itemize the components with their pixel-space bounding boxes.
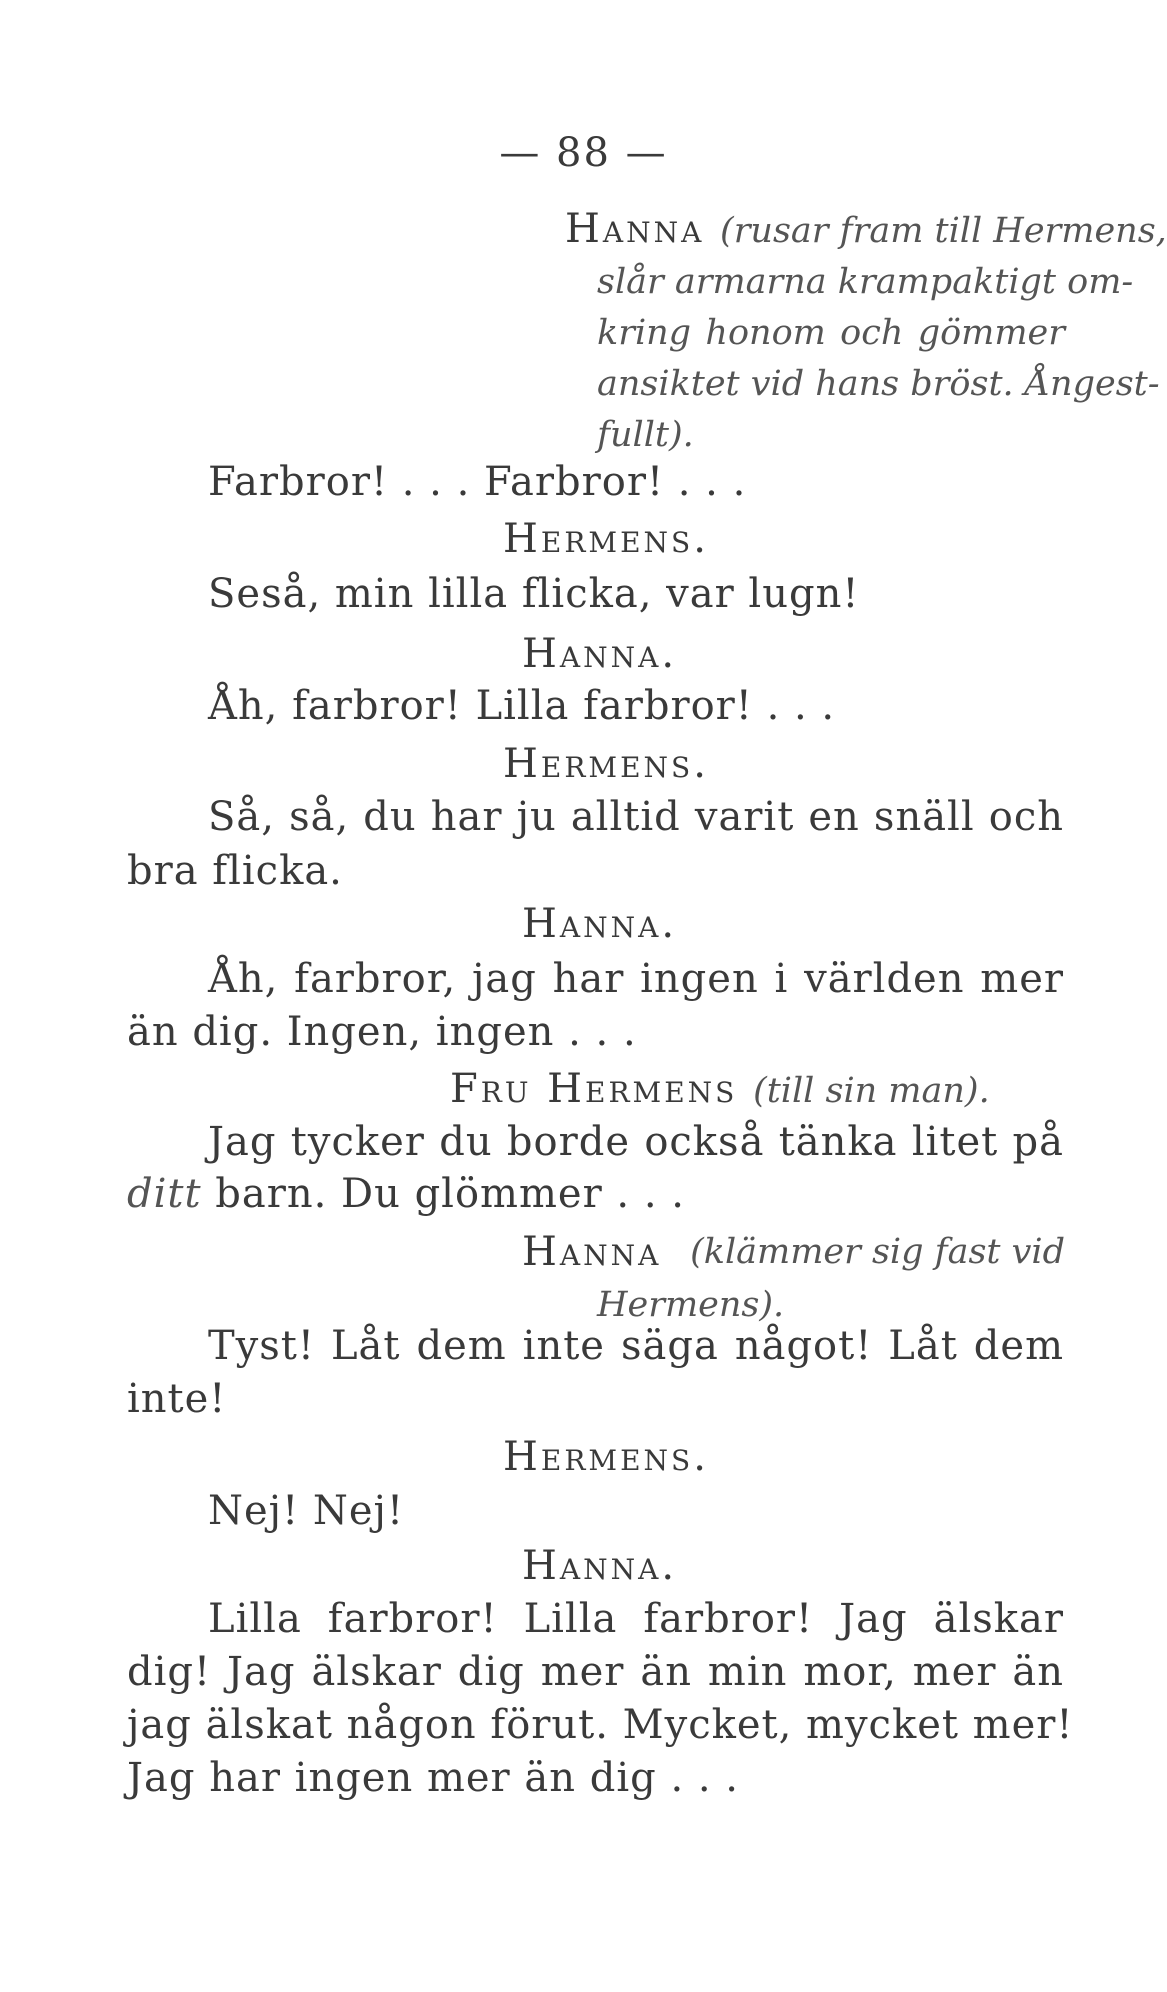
page-number: — 88 — (499, 130, 668, 176)
dialogue-line: dig! Jag älskar dig mer än min mor, mer än (127, 1649, 1064, 1695)
speaker-name: Hanna (522, 1229, 662, 1275)
dialogue-line: Åh, farbror, jag har ingen i världen mer (208, 956, 1064, 1002)
stage-direction-line: Hermens). (597, 1285, 785, 1325)
speaker-hanna: Hanna. (522, 1543, 678, 1589)
speaker-hermens: Hermens. (503, 1434, 709, 1480)
dialogue-line (127, 1170, 685, 1218)
dialogue-line: Jag har ingen mer än dig . . . (127, 1755, 740, 1801)
stage-direction-line: fullt). (597, 415, 694, 455)
dialogue-line: Tyst! Låt dem inte säga något! Låt dem (208, 1323, 1064, 1369)
dialogue-text: barn. Du glömmer . . . (215, 1171, 685, 1217)
speaker-hanna: Hanna. (522, 901, 678, 947)
speaker-hanna (565, 205, 1167, 255)
stage-direction-line: kring honom och gömmer (597, 313, 1065, 353)
dialogue-line: än dig. Ingen, ingen . . . (127, 1009, 637, 1055)
stage-direction: (till sin man). (753, 1071, 990, 1111)
dialogue-line: Åh, farbror! Lilla farbror! . . . (208, 683, 836, 729)
speaker-name: Fru Hermens (450, 1066, 738, 1112)
speaker-hermens: Hermens. (503, 741, 709, 787)
dialogue-line: Så, så, du har ju alltid varit en snäll och (208, 794, 1064, 840)
dialogue-line: bra flicka. (127, 848, 343, 894)
dialogue-line: Farbror! . . . Farbror! . . . (208, 459, 747, 505)
dialogue-line: Seså, min lilla flicka, var lugn! (208, 571, 860, 617)
speaker-hermens: Hermens. (503, 516, 709, 562)
speaker-fru-hermens (450, 1065, 990, 1115)
dialogue-line: Lilla farbror! Lilla farbror! Jag älskar (208, 1596, 1064, 1642)
dialogue-line: Nej! Nej! (208, 1488, 405, 1534)
speaker-hanna: Hanna. (522, 631, 678, 677)
speaker-hanna (522, 1228, 1065, 1276)
dialogue-line: jag älskat någon förut. Mycket, mycket mer! (127, 1702, 1074, 1748)
speaker-name: Hanna (565, 206, 705, 252)
stage-direction: (klämmer sig fast vid (690, 1232, 1065, 1272)
stage-direction-line: slår armarna krampaktigt om- (597, 262, 1134, 302)
stage-direction: (rusar fram till Hermens, (720, 211, 1167, 251)
stage-direction-line: ansiktet vid hans bröst. Ångest- (597, 364, 1160, 404)
dialogue-line: inte! (127, 1376, 227, 1422)
emphasized-word: ditt (127, 1171, 202, 1217)
dialogue-line: Jag tycker du borde också tänka litet på (208, 1119, 1064, 1165)
